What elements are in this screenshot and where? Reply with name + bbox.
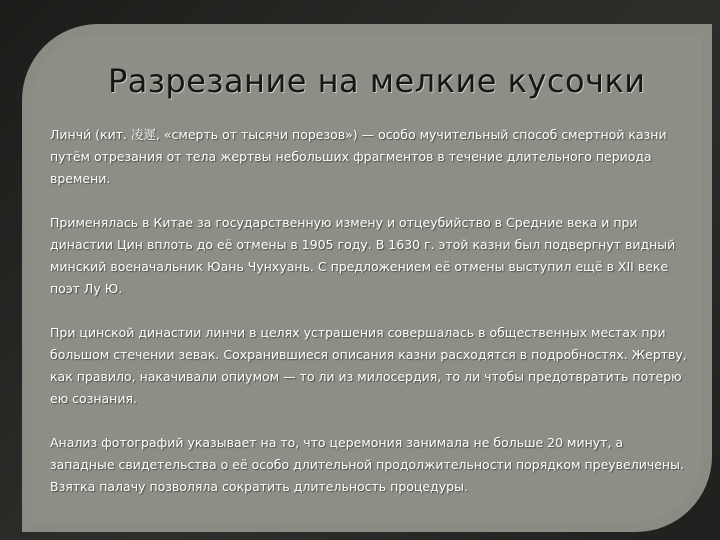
paragraph-photo-analysis: Анализ фотографий указывает на то, что церемония занимала не больше 20 минут, а западные свидетельства о её особо длительной продолжительности порядком преувеличены. Взятка палачу позволяла сократить длительность процедуры. — [50, 435, 684, 494]
slide-body — [50, 124, 690, 498]
paragraph-definition: Линчи́ (кит. 凌遲, «смерть от тысячи порезов») — особо мучительный способ смертной казни путём отрезания от тела жертвы небольших фрагментов в течение длительного периода времени. — [50, 127, 667, 186]
paragraph-qing-practice: При цинской династии линчи в целях устрашения совершалась в общественных местах при большом стечении зевак. Сохранившиеся описания казни расходятся в подробностях. Жертву, как правило, накачивали опиумом — то ли из милосердия, то ли чтобы предотвратить потерю ею сознания. — [50, 325, 687, 406]
slide-title: Разрезание на мелкие кусочки — [108, 62, 646, 100]
paragraph-history: Применялась в Китае за государственную измену и отцеубийство в Средние века и при династии Цин вплоть до её отмены в 1905 году. В 1630 г. этой казни был подвергнут видный минский военачальник Юань Чунхуань. С предложением её отмены выступил ещё в XII веке поэт Лу Ю. — [50, 215, 676, 296]
